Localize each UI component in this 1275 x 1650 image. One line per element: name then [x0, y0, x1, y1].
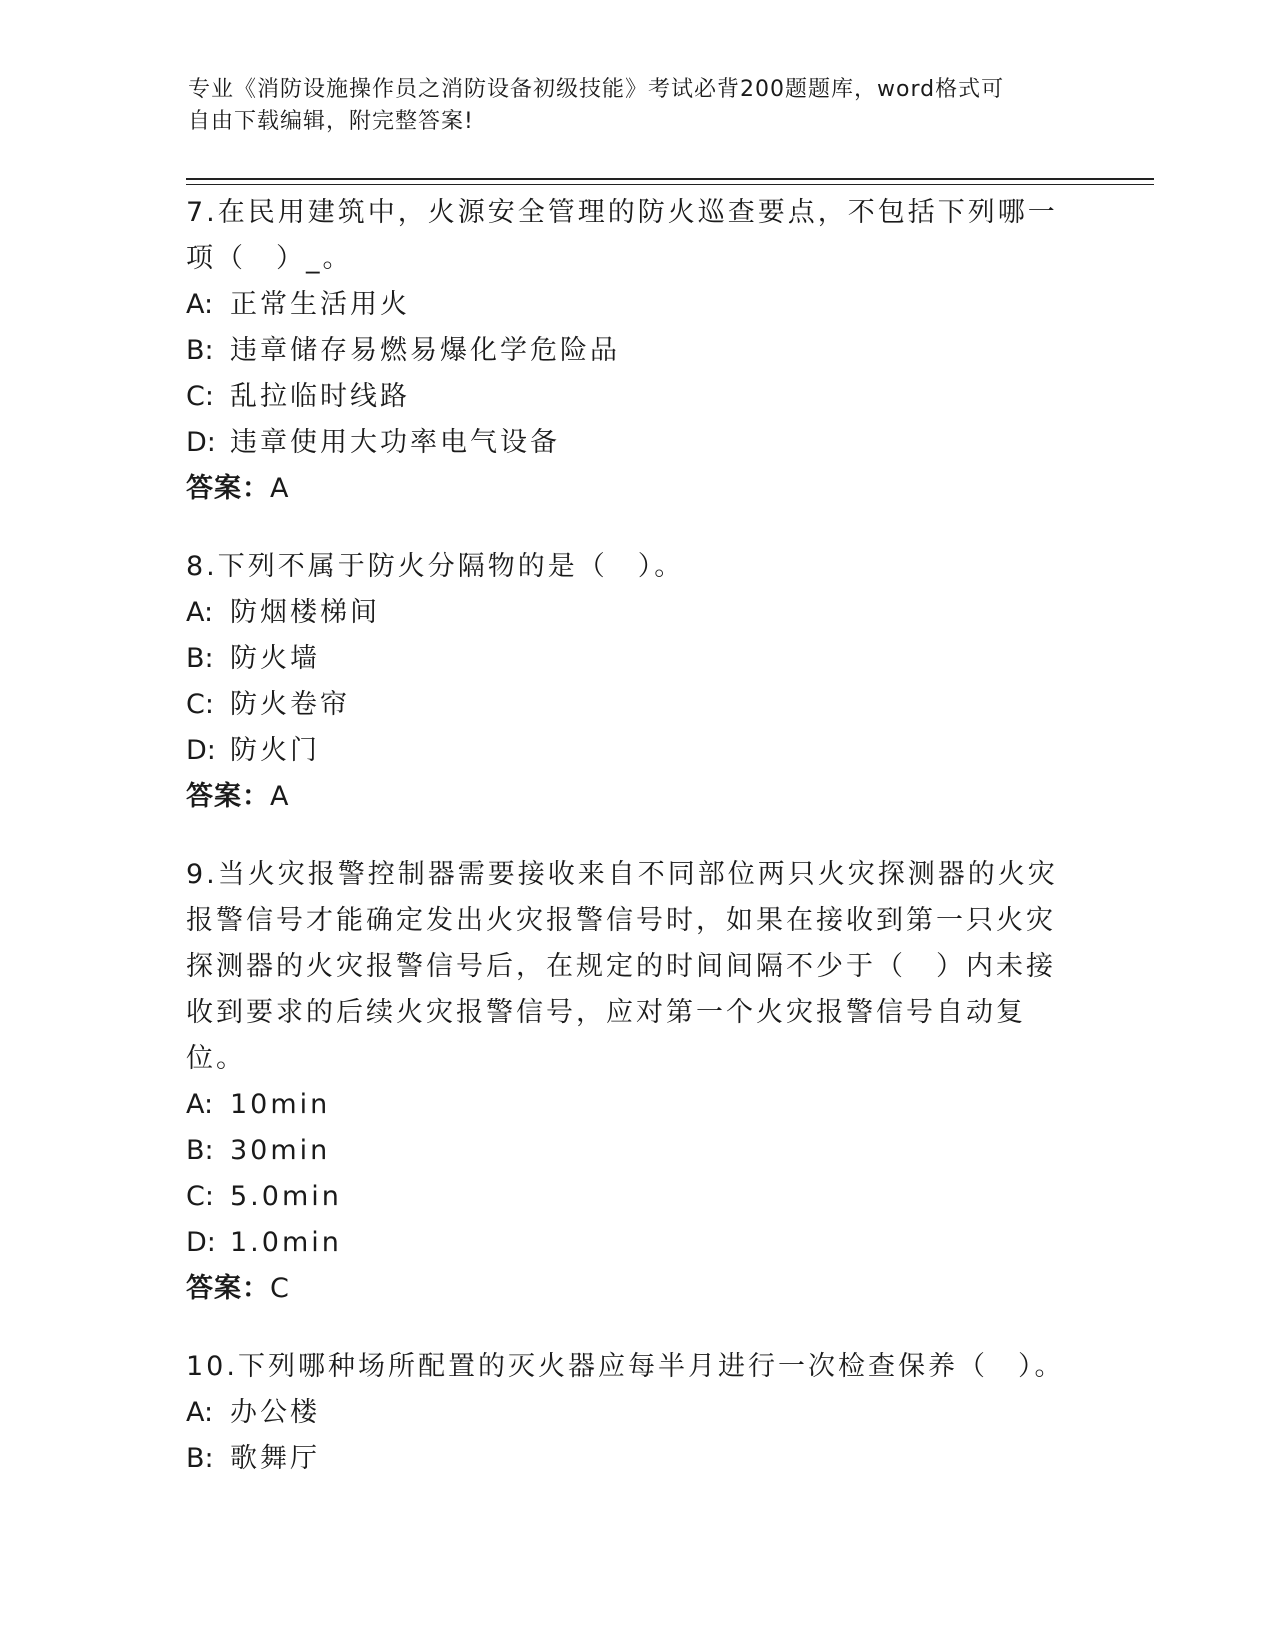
option-text: 防火墙 — [230, 643, 320, 674]
option-a — [186, 1390, 1066, 1436]
answer-line — [186, 774, 1066, 820]
question-7 — [186, 190, 1066, 512]
answer-label: 答案： — [186, 473, 270, 504]
option-a — [186, 1082, 1066, 1128]
header-line-2: 自由下载编辑，附完整答案! — [188, 109, 474, 134]
question-stem: 10.下列哪种场所配置的灭火器应每半月进行一次检查保养（ ）。 — [186, 1351, 1065, 1382]
option-text: 30min — [230, 1135, 331, 1166]
option-key: B: — [186, 1443, 214, 1474]
option-key: B: — [186, 643, 214, 674]
option-text: 10min — [230, 1089, 331, 1120]
option-text: 乱拉临时线路 — [230, 381, 410, 412]
question-10 — [186, 1344, 1066, 1482]
answer-line — [186, 1266, 1066, 1312]
option-text: 5.0min — [230, 1181, 342, 1212]
option-c — [186, 682, 1066, 728]
option-text: 歌舞厅 — [230, 1443, 320, 1474]
answer-value: A — [270, 473, 290, 504]
option-key: B: — [186, 1135, 214, 1166]
option-key: A: — [186, 289, 214, 320]
option-b — [186, 328, 1066, 374]
option-text: 办公楼 — [230, 1397, 320, 1428]
option-key: D: — [186, 735, 216, 766]
question-stem: 9.当火灾报警控制器需要接收来自不同部位两只火灾探测器的火灾报警信号才能确定发出火灾报警信号时，如果在接收到第一只火灾探测器的火灾报警信号后，在规定的时间间隔不少于（ ）内未接收到要求的后续火灾报警信号，应对第一个火灾报警信号自动复位。 — [186, 859, 1058, 1074]
option-text: 防火门 — [230, 735, 320, 766]
option-key: D: — [186, 1227, 216, 1258]
option-key: A: — [186, 1397, 214, 1428]
option-text: 防火卷帘 — [230, 689, 350, 720]
question-9 — [186, 852, 1066, 1312]
option-key: C: — [186, 689, 214, 720]
option-key: A: — [186, 597, 214, 628]
header-divider-thin — [186, 184, 1154, 185]
document-header — [188, 74, 1088, 138]
option-text: 防烟楼梯间 — [230, 597, 380, 628]
question-stem: 8.下列不属于防火分隔物的是（ ）。 — [186, 551, 685, 582]
option-key: C: — [186, 381, 214, 412]
option-b — [186, 1128, 1066, 1174]
option-b — [186, 1436, 1066, 1482]
option-c — [186, 374, 1066, 420]
option-d — [186, 420, 1066, 466]
option-text: 1.0min — [230, 1227, 342, 1258]
option-d — [186, 728, 1066, 774]
option-a — [186, 590, 1066, 636]
option-b — [186, 636, 1066, 682]
option-text: 违章储存易燃易爆化学危险品 — [230, 335, 620, 366]
answer-label: 答案： — [186, 781, 270, 812]
header-divider-thick — [186, 178, 1154, 180]
option-key: A: — [186, 1089, 214, 1120]
option-a — [186, 282, 1066, 328]
option-text: 违章使用大功率电气设备 — [230, 427, 560, 458]
option-key: C: — [186, 1181, 214, 1212]
question-list — [186, 190, 1066, 1514]
question-8 — [186, 544, 1066, 820]
answer-value: A — [270, 781, 290, 812]
answer-line — [186, 466, 1066, 512]
option-key: B: — [186, 335, 214, 366]
option-text: 正常生活用火 — [230, 289, 410, 320]
question-stem: 7.在民用建筑中，火源安全管理的防火巡查要点，不包括下列哪一项（ ）_。 — [186, 197, 1058, 274]
option-c — [186, 1174, 1066, 1220]
answer-value: C — [270, 1273, 290, 1304]
option-d — [186, 1220, 1066, 1266]
header-line-1: 专业《消防设施操作员之消防设备初级技能》考试必背200题题库，word格式可 — [188, 77, 1005, 102]
answer-label: 答案： — [186, 1273, 270, 1304]
option-key: D: — [186, 427, 216, 458]
